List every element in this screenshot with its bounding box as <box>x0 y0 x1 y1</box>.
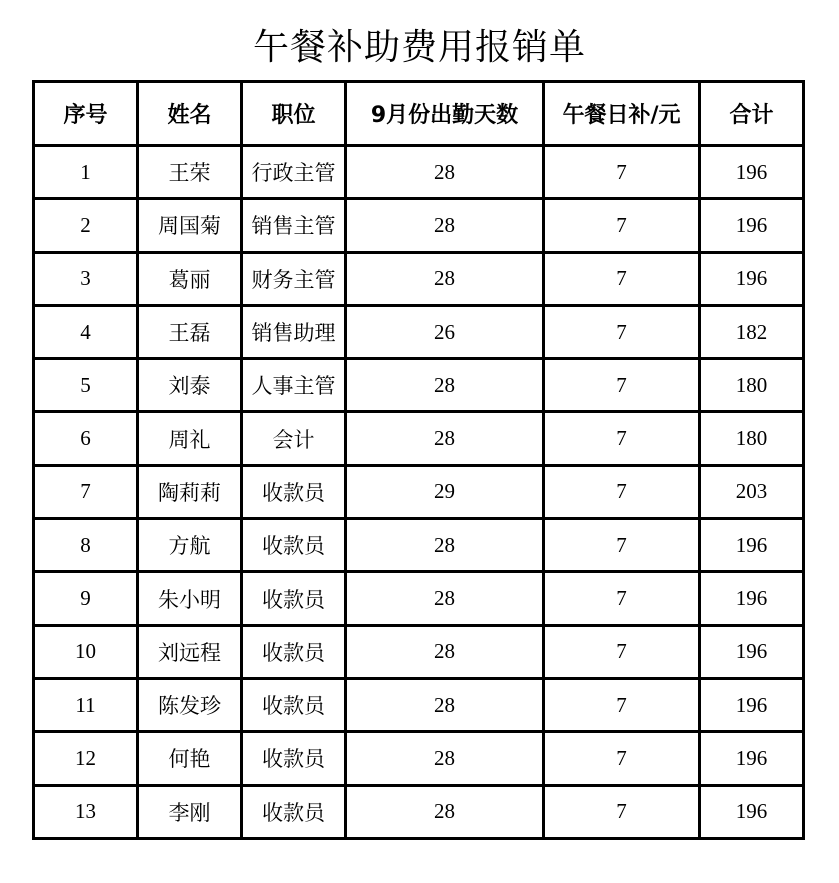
cell-total: 196 <box>700 732 804 785</box>
cell-position: 收款员 <box>242 519 346 572</box>
cell-position: 收款员 <box>242 678 346 731</box>
cell-total: 196 <box>700 785 804 838</box>
cell-name: 刘远程 <box>138 625 242 678</box>
table-row <box>34 678 804 731</box>
cell-attendance-days: 28 <box>346 199 544 252</box>
cell-attendance-days: 28 <box>346 519 544 572</box>
cell-index: 6 <box>34 412 138 465</box>
table-row <box>34 625 804 678</box>
cell-daily-allowance: 7 <box>544 465 700 518</box>
table-row <box>34 199 804 252</box>
header-cell-position: 职位 <box>242 82 346 146</box>
cell-total: 196 <box>700 625 804 678</box>
cell-name: 周礼 <box>138 412 242 465</box>
table-row <box>34 732 804 785</box>
cell-total: 196 <box>700 252 804 305</box>
cell-index: 11 <box>34 678 138 731</box>
table-row <box>34 519 804 572</box>
cell-daily-allowance: 7 <box>544 572 700 625</box>
cell-position: 行政主管 <box>242 146 346 199</box>
cell-name: 何艳 <box>138 732 242 785</box>
cell-name: 陶莉莉 <box>138 465 242 518</box>
cell-name: 李刚 <box>138 785 242 838</box>
table-row <box>34 465 804 518</box>
cell-attendance-days: 29 <box>346 465 544 518</box>
header-cell-index: 序号 <box>34 82 138 146</box>
cell-attendance-days: 28 <box>346 146 544 199</box>
cell-total: 180 <box>700 412 804 465</box>
cell-daily-allowance: 7 <box>544 519 700 572</box>
header-cell-attendance-days: 9月份出勤天数 <box>346 82 544 146</box>
cell-total: 180 <box>700 359 804 412</box>
cell-total: 196 <box>700 572 804 625</box>
table-row <box>34 305 804 358</box>
cell-position: 销售助理 <box>242 305 346 358</box>
header-cell-daily-allowance: 午餐日补/元 <box>544 82 700 146</box>
page-title: 午餐补助费用报销单 <box>252 27 586 68</box>
cell-name: 周国菊 <box>138 199 242 252</box>
table-row <box>34 572 804 625</box>
cell-attendance-days: 28 <box>346 572 544 625</box>
table-body <box>34 146 804 839</box>
cell-daily-allowance: 7 <box>544 678 700 731</box>
table-row <box>34 146 804 199</box>
cell-total: 203 <box>700 465 804 518</box>
cell-attendance-days: 28 <box>346 359 544 412</box>
cell-daily-allowance: 7 <box>544 305 700 358</box>
cell-attendance-days: 28 <box>346 678 544 731</box>
cell-index: 8 <box>34 519 138 572</box>
cell-index: 4 <box>34 305 138 358</box>
cell-index: 13 <box>34 785 138 838</box>
cell-position: 收款员 <box>242 465 346 518</box>
table-row <box>34 412 804 465</box>
table-row <box>34 252 804 305</box>
cell-daily-allowance: 7 <box>544 625 700 678</box>
cell-index: 1 <box>34 146 138 199</box>
cell-position: 收款员 <box>242 572 346 625</box>
cell-index: 7 <box>34 465 138 518</box>
table-row <box>34 785 804 838</box>
cell-attendance-days: 28 <box>346 412 544 465</box>
cell-position: 收款员 <box>242 785 346 838</box>
cell-position: 财务主管 <box>242 252 346 305</box>
cell-attendance-days: 28 <box>346 785 544 838</box>
cell-daily-allowance: 7 <box>544 252 700 305</box>
header-row <box>34 82 804 146</box>
cell-daily-allowance: 7 <box>544 412 700 465</box>
cell-daily-allowance: 7 <box>544 785 700 838</box>
cell-name: 朱小明 <box>138 572 242 625</box>
cell-index: 5 <box>34 359 138 412</box>
cell-position: 会计 <box>242 412 346 465</box>
cell-daily-allowance: 7 <box>544 732 700 785</box>
cell-index: 10 <box>34 625 138 678</box>
cell-position: 销售主管 <box>242 199 346 252</box>
cell-total: 196 <box>700 146 804 199</box>
cell-name: 刘泰 <box>138 359 242 412</box>
header-cell-total: 合计 <box>700 82 804 146</box>
cell-attendance-days: 26 <box>346 305 544 358</box>
cell-attendance-days: 28 <box>346 252 544 305</box>
cell-total: 196 <box>700 678 804 731</box>
cell-index: 9 <box>34 572 138 625</box>
cell-attendance-days: 28 <box>346 732 544 785</box>
cell-position: 人事主管 <box>242 359 346 412</box>
cell-name: 王磊 <box>138 305 242 358</box>
table-row <box>34 359 804 412</box>
cell-position: 收款员 <box>242 732 346 785</box>
cell-name: 葛丽 <box>138 252 242 305</box>
cell-total: 196 <box>700 519 804 572</box>
cell-total: 182 <box>700 305 804 358</box>
cell-daily-allowance: 7 <box>544 359 700 412</box>
cell-position: 收款员 <box>242 625 346 678</box>
cell-daily-allowance: 7 <box>544 199 700 252</box>
header-cell-name: 姓名 <box>138 82 242 146</box>
cell-index: 12 <box>34 732 138 785</box>
cell-name: 陈发珍 <box>138 678 242 731</box>
cell-total: 196 <box>700 199 804 252</box>
cell-index: 3 <box>34 252 138 305</box>
reimbursement-table <box>32 80 805 840</box>
cell-index: 2 <box>34 199 138 252</box>
cell-name: 方航 <box>138 519 242 572</box>
cell-name: 王荣 <box>138 146 242 199</box>
cell-attendance-days: 28 <box>346 625 544 678</box>
cell-daily-allowance: 7 <box>544 146 700 199</box>
